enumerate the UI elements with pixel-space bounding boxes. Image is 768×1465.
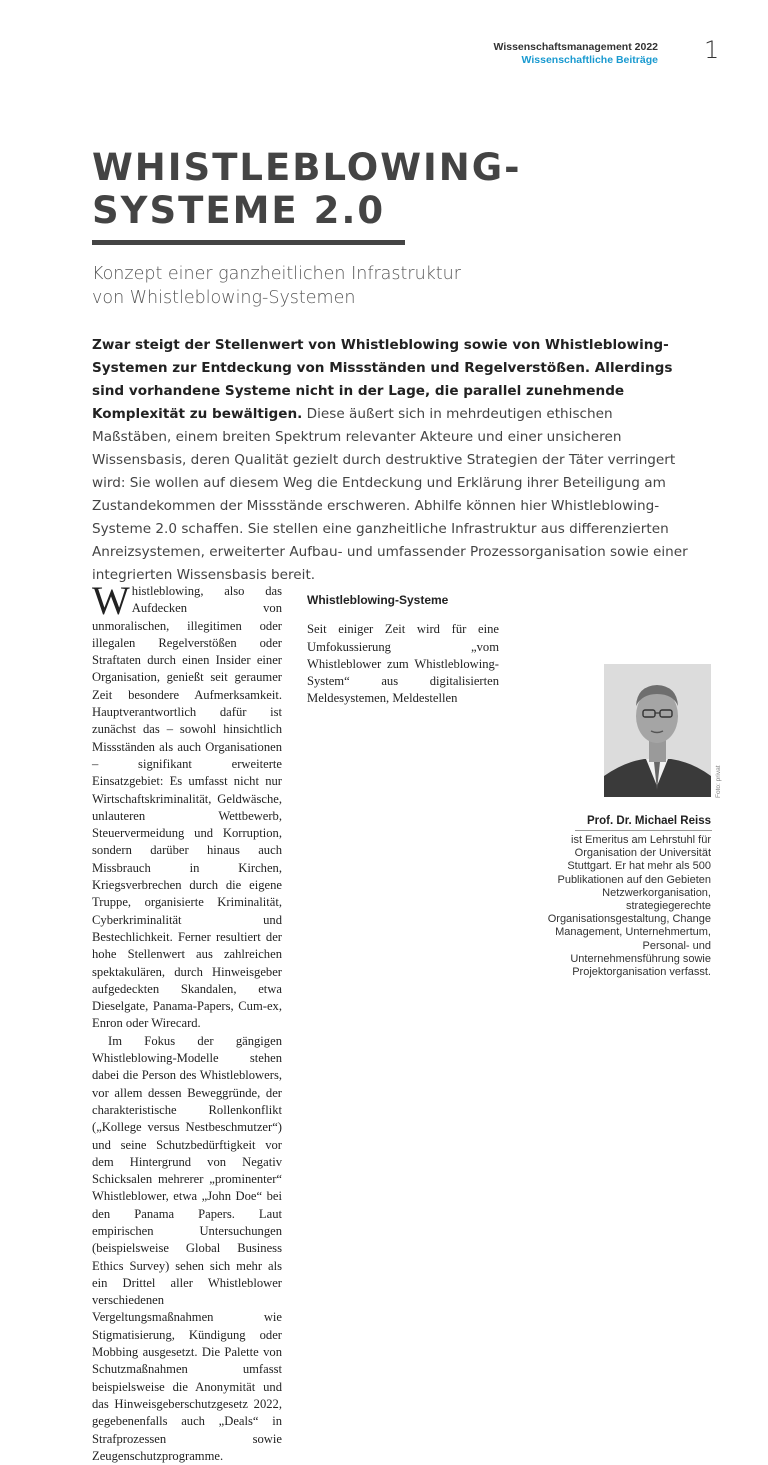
body-paragraph-1 <box>92 578 282 1033</box>
title-line-2: SYSTEME 2.0 <box>92 189 386 232</box>
body-paragraph-2: Im Fokus der gängigen Whistleblowing-Modelle stehen dabei die Person des Whistleblowers, vor allem dessen Beweggründe, der charakteristische Rollenkonflikt („Kollege versus Nestbeschmutzer“) und seine Schutzbedürftigkeit vor dem Hintergrund von Negativ Schicksalen mehrerer „prominenter“ Whistleblower, etwa „John Doe“ bei den Panama Papers. Laut empirischen Untersuchungen (beispielsweise Global Business Ethics Survey) sehen sich mehr als ein Drittel aller Whistleblower verschiedenen Vergeltungsmaßnahmen wie Stigmatisierung, Kündigung oder Mobbing ausgesetzt. Die Palette von Schutzmaßnahmen umfasst beispielsweise die Anonymität und das Hinweisgeberschutzgesetz 2022, gegebenenfalls auch „Deals“ in Strafprozessen sowie Zeugenschutzprogramme. <box>92 1033 282 1463</box>
article-title <box>92 146 521 232</box>
author-bio: ist Emeritus am Lehrstuhl für Organisation der Universität Stuttgart. Er hat mehr als 500 Publikationen auf den Gebieten Netzwerkorganisation, strategiegerechte Organisationsgestaltung, Change Management, Unternehmertum, Personal- und Unternehmensführung sowie Projektorganisation verfasst. <box>547 834 711 979</box>
author-portrait-image <box>604 664 711 797</box>
lead-paragraph <box>92 334 692 587</box>
drop-cap: W <box>92 578 130 623</box>
page-number: 1 <box>704 36 720 64</box>
article-subtitle <box>92 262 592 310</box>
subtitle-line-2: von Whistleblowing-Systemen <box>92 288 356 308</box>
body-column-2 <box>307 583 499 708</box>
title-underline <box>92 240 405 245</box>
journal-title: Wissenschaftsmanagement 2022 <box>493 41 658 53</box>
body-column-1 <box>92 578 282 1465</box>
body-paragraph-1-text: histleblowing, also das Aufdecken von unmoralischen, illegitimen oder illegalen Regelverstößen oder Straftaten durch einen Insider einer Organisation, genießt seit geraumer Zeit besondere Aufmerksamkeit. Hauptverantwortlich dafür ist zunächst das – sowohl hinsichtlich Missständen als auch Organisationen – signifikant erweiterte Einsatzgebiet: Es umfasst nicht nur Wirtschaftskriminalität, Geldwäsche, unlauteren Wettbewerb, Steuervermeidung und Korruption, sondern darüber hinaus auch Missbrauch in Kirchen, Kriegsverbrechen durch die eigene Truppe, organisierte Kriminalität, Cyberkriminalität und Bestechlichkeit. Ferner resultiert der hohe Stellenwert aus zahlreichen spektakulären, durch Hinweisgeber aufgedeckten Skandalen, etwa Dieselgate, Panama-Papers, Cum-ex, Enron oder Wirecard. <box>92 584 282 1031</box>
subtitle-line-1: Konzept einer ganzheitlichen Infrastruktur <box>92 264 461 284</box>
author-photo <box>604 664 711 797</box>
body-paragraph-3: Seit einiger Zeit wird für eine Umfokussierung „vom Whistleblower zum Whistleblowing-System“ aus digitalisierten Meldesystemen, Meldestellen <box>307 622 499 706</box>
lead-bold-text: Zwar steigt der Stellenwert von Whistleblowing sowie von Whistleblowing-Systemen zur Entdeckung von Missständen und Regelverstößen. Allerdings sind vorhandene Systeme nicht in der Lage, die parallel zunehmende Komplexität zu bewältigen. <box>92 337 673 422</box>
author-name: Prof. Dr. Michael Reiss <box>587 815 711 827</box>
section-subheading: Whistleblowing-Systeme <box>307 593 449 607</box>
author-divider <box>575 830 712 831</box>
running-header <box>494 41 658 67</box>
title-line-1: WHISTLEBLOWING- <box>92 146 522 189</box>
section-label: Wissenschaftliche Beiträge <box>521 54 658 66</box>
photo-credit: Foto: privat <box>715 765 722 798</box>
lead-regular-text: Diese äußert sich in mehrdeutigen ethischen Maßstäben, einem breiten Spektrum relevanter Akteure und einer unsicheren Wissensbasis, deren Qualität gezielt durch destruktive Strategien der Täter verringert wird: Sie wollen auf diesem Weg die Entdeckung und Erklärung ihrer Beteiligung am Zustandekommen der Missstände erschweren. Abhilfe können hier Whistleblowing-Systeme 2.0 schaffen. Sie stellen eine ganzheitliche Infrastruktur aus differenzierten Anreizsystemen, erweiterter Aufbau- und umfassender Prozessorganisation sowie einer integrierten Wissensbasis bereit. <box>92 406 688 583</box>
